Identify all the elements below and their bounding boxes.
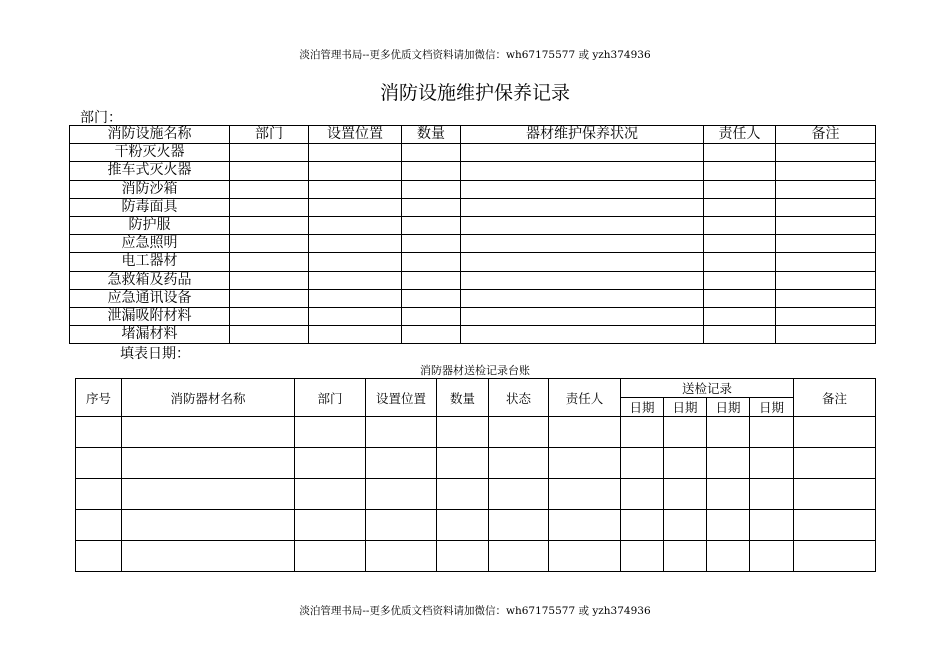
col-status: 状态 [489, 379, 549, 417]
fill-date-label: 填表日期： [120, 346, 190, 362]
empty-cell[interactable] [309, 235, 402, 253]
empty-cell[interactable] [402, 144, 461, 162]
empty-cell[interactable] [461, 198, 704, 216]
empty-cell[interactable] [776, 235, 876, 253]
col-quantity: 数量 [437, 379, 489, 417]
empty-cell[interactable] [704, 253, 776, 271]
empty-cell[interactable] [776, 180, 876, 198]
empty-cell[interactable] [366, 479, 437, 510]
col-department: 部门 [230, 126, 309, 144]
page-title: 消防设施维护保养记录 [379, 82, 570, 104]
col-inspection-record: 送检记录 [621, 379, 794, 398]
col-date-3: 日期 [707, 398, 750, 417]
empty-cell[interactable] [230, 198, 309, 216]
table-row [70, 144, 876, 162]
empty-cell[interactable] [76, 510, 122, 541]
table-row [70, 326, 876, 344]
empty-cell[interactable] [461, 326, 704, 344]
inspection-ledger-table [75, 378, 876, 572]
department-label: 部门： [80, 110, 122, 126]
empty-cell[interactable] [776, 144, 876, 162]
empty-cell[interactable] [776, 289, 876, 307]
empty-cell[interactable] [230, 289, 309, 307]
empty-cell[interactable] [122, 417, 295, 448]
empty-cell[interactable] [704, 289, 776, 307]
table-row [70, 271, 876, 289]
empty-cell[interactable] [776, 198, 876, 216]
empty-cell[interactable] [309, 216, 402, 234]
empty-cell[interactable] [295, 510, 366, 541]
empty-cell[interactable] [621, 417, 664, 448]
empty-cell[interactable] [230, 307, 309, 325]
empty-cell[interactable] [437, 448, 489, 479]
empty-cell[interactable] [704, 198, 776, 216]
col-remark: 备注 [776, 126, 876, 144]
empty-cell[interactable] [230, 162, 309, 180]
empty-cell[interactable] [750, 479, 794, 510]
empty-cell[interactable] [461, 271, 704, 289]
col-remark: 备注 [794, 379, 876, 417]
empty-cell[interactable] [664, 479, 707, 510]
empty-cell[interactable] [704, 271, 776, 289]
empty-cell[interactable] [230, 144, 309, 162]
empty-cell[interactable] [776, 162, 876, 180]
facility-name-cell: 泄漏吸附材料 [70, 307, 230, 325]
col-date-2: 日期 [664, 398, 707, 417]
empty-cell[interactable] [794, 417, 876, 448]
empty-cell[interactable] [707, 448, 750, 479]
empty-cell[interactable] [776, 271, 876, 289]
empty-cell[interactable] [704, 235, 776, 253]
empty-cell[interactable] [704, 326, 776, 344]
col-maintenance-status: 器材维护保养状况 [461, 126, 704, 144]
empty-cell[interactable] [664, 417, 707, 448]
empty-cell[interactable] [309, 180, 402, 198]
empty-cell[interactable] [664, 448, 707, 479]
empty-cell[interactable] [489, 417, 549, 448]
empty-cell[interactable] [366, 541, 437, 572]
empty-cell[interactable] [664, 510, 707, 541]
col-owner: 责任人 [549, 379, 621, 417]
empty-cell[interactable] [750, 417, 794, 448]
facility-name-cell: 电工器材 [70, 253, 230, 271]
facility-name-cell: 消防沙箱 [70, 180, 230, 198]
empty-cell[interactable] [461, 253, 704, 271]
empty-cell[interactable] [776, 307, 876, 325]
empty-cell[interactable] [402, 235, 461, 253]
empty-cell[interactable] [122, 510, 295, 541]
empty-cell[interactable] [621, 479, 664, 510]
empty-cell[interactable] [76, 417, 122, 448]
empty-cell[interactable] [402, 271, 461, 289]
empty-cell[interactable] [402, 253, 461, 271]
col-location: 设置位置 [366, 379, 437, 417]
empty-cell[interactable] [776, 326, 876, 344]
empty-cell[interactable] [309, 289, 402, 307]
facility-name-cell: 干粉灭火器 [70, 144, 230, 162]
empty-cell[interactable] [707, 479, 750, 510]
empty-cell[interactable] [461, 144, 704, 162]
empty-cell[interactable] [750, 510, 794, 541]
empty-cell[interactable] [664, 541, 707, 572]
col-owner: 责任人 [704, 126, 776, 144]
empty-cell[interactable] [621, 448, 664, 479]
empty-cell[interactable] [750, 541, 794, 572]
empty-cell[interactable] [704, 307, 776, 325]
empty-cell[interactable] [295, 448, 366, 479]
empty-cell[interactable] [309, 326, 402, 344]
empty-cell[interactable] [122, 541, 295, 572]
empty-cell[interactable] [549, 448, 621, 479]
col-date-4: 日期 [750, 398, 794, 417]
empty-cell[interactable] [704, 216, 776, 234]
col-equipment-name: 消防器材名称 [122, 379, 295, 417]
facility-name-cell: 应急照明 [70, 235, 230, 253]
facility-name-cell: 推车式灭火器 [70, 162, 230, 180]
empty-cell[interactable] [295, 541, 366, 572]
empty-cell[interactable] [402, 326, 461, 344]
empty-cell[interactable] [76, 479, 122, 510]
empty-cell[interactable] [794, 510, 876, 541]
empty-cell[interactable] [76, 448, 122, 479]
table-row [70, 235, 876, 253]
col-location: 设置位置 [309, 126, 402, 144]
table-row [70, 162, 876, 180]
empty-cell[interactable] [461, 216, 704, 234]
table-row [70, 289, 876, 307]
empty-cell[interactable] [402, 162, 461, 180]
table-row [76, 448, 876, 479]
table-row [70, 216, 876, 234]
empty-cell[interactable] [794, 448, 876, 479]
table-row [76, 479, 876, 510]
empty-cell[interactable] [794, 479, 876, 510]
empty-cell[interactable] [461, 235, 704, 253]
empty-cell[interactable] [489, 448, 549, 479]
maintenance-table-header [70, 126, 876, 144]
facility-name-cell: 堵漏材料 [70, 326, 230, 344]
empty-cell[interactable] [402, 198, 461, 216]
empty-cell[interactable] [366, 510, 437, 541]
ledger-header-row-1 [76, 379, 876, 398]
empty-cell[interactable] [230, 235, 309, 253]
empty-cell[interactable] [366, 417, 437, 448]
empty-cell[interactable] [704, 162, 776, 180]
table-row [70, 253, 876, 271]
inspection-ledger-title: 消防器材送检记录台账 [420, 364, 530, 377]
empty-cell[interactable] [549, 417, 621, 448]
empty-cell[interactable] [707, 417, 750, 448]
empty-cell[interactable] [309, 271, 402, 289]
empty-cell[interactable] [309, 253, 402, 271]
footer-note: 淡泊管理书局--更多优质文档资料请加微信：wh67175577 或 yzh374936 [299, 605, 651, 617]
col-seq: 序号 [76, 379, 122, 417]
facility-name-cell: 防毒面具 [70, 198, 230, 216]
maintenance-table [69, 125, 876, 344]
empty-cell[interactable] [76, 541, 122, 572]
table-row [76, 417, 876, 448]
empty-cell[interactable] [402, 307, 461, 325]
empty-cell[interactable] [707, 541, 750, 572]
facility-name-cell: 防护服 [70, 216, 230, 234]
empty-cell[interactable] [461, 307, 704, 325]
empty-cell[interactable] [309, 198, 402, 216]
empty-cell[interactable] [230, 216, 309, 234]
empty-cell[interactable] [489, 541, 549, 572]
empty-cell[interactable] [776, 216, 876, 234]
col-department: 部门 [295, 379, 366, 417]
header-note: 淡泊管理书局--更多优质文档资料请加微信：wh67175577 或 yzh374936 [299, 49, 651, 61]
table-row [70, 180, 876, 198]
empty-cell[interactable] [549, 541, 621, 572]
empty-cell[interactable] [122, 448, 295, 479]
empty-cell[interactable] [707, 510, 750, 541]
empty-cell[interactable] [549, 479, 621, 510]
empty-cell[interactable] [776, 253, 876, 271]
empty-cell[interactable] [549, 510, 621, 541]
table-row [76, 541, 876, 572]
facility-name-cell: 急救箱及药品 [70, 271, 230, 289]
col-quantity: 数量 [402, 126, 461, 144]
empty-cell[interactable] [295, 479, 366, 510]
empty-cell[interactable] [230, 180, 309, 198]
empty-cell[interactable] [621, 510, 664, 541]
empty-cell[interactable] [309, 144, 402, 162]
empty-cell[interactable] [402, 180, 461, 198]
empty-cell[interactable] [461, 162, 704, 180]
empty-cell[interactable] [122, 479, 295, 510]
empty-cell[interactable] [621, 541, 664, 572]
empty-cell[interactable] [794, 541, 876, 572]
empty-cell[interactable] [309, 307, 402, 325]
empty-cell[interactable] [230, 326, 309, 344]
empty-cell[interactable] [437, 479, 489, 510]
empty-cell[interactable] [437, 510, 489, 541]
empty-cell[interactable] [230, 253, 309, 271]
empty-cell[interactable] [230, 271, 309, 289]
table-row [70, 307, 876, 325]
empty-cell[interactable] [704, 144, 776, 162]
empty-cell[interactable] [402, 216, 461, 234]
empty-cell[interactable] [461, 180, 704, 198]
empty-cell[interactable] [461, 289, 704, 307]
empty-cell[interactable] [437, 417, 489, 448]
empty-cell[interactable] [750, 448, 794, 479]
empty-cell[interactable] [437, 541, 489, 572]
empty-cell[interactable] [704, 180, 776, 198]
table-row [70, 198, 876, 216]
facility-name-cell: 应急通讯设备 [70, 289, 230, 307]
empty-cell[interactable] [295, 417, 366, 448]
empty-cell[interactable] [402, 289, 461, 307]
empty-cell[interactable] [489, 479, 549, 510]
empty-cell[interactable] [489, 510, 549, 541]
table-row [76, 510, 876, 541]
empty-cell[interactable] [366, 448, 437, 479]
empty-cell[interactable] [309, 162, 402, 180]
col-date-1: 日期 [621, 398, 664, 417]
col-facility-name: 消防设施名称 [70, 126, 230, 144]
